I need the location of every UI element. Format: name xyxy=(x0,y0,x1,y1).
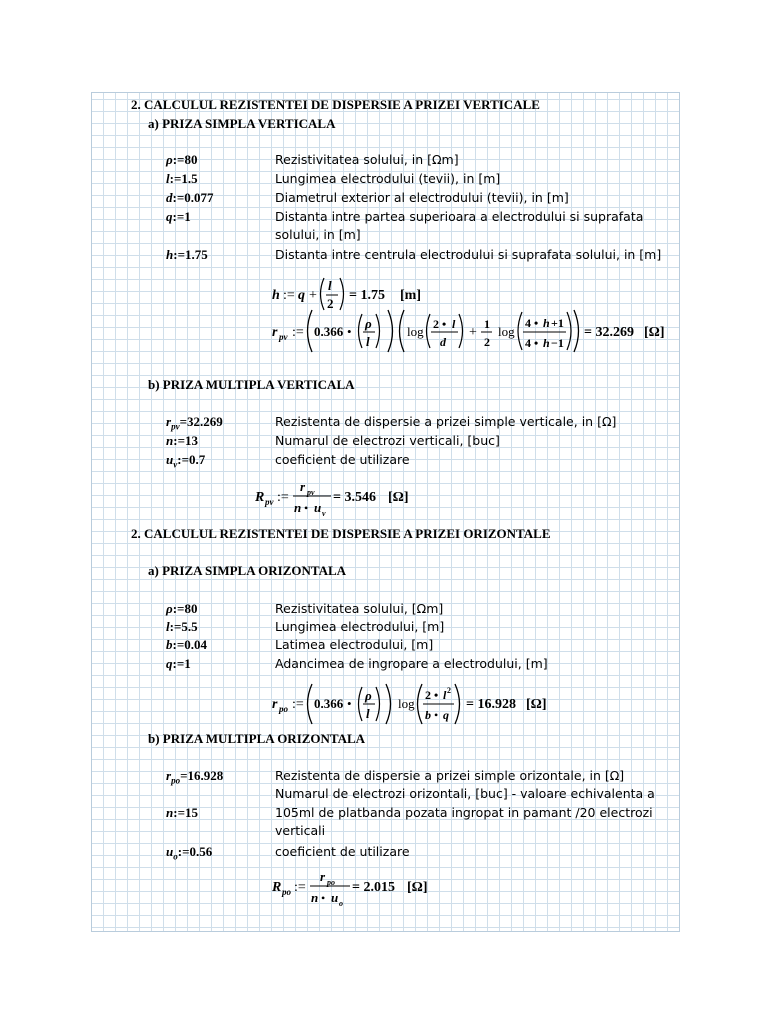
var-desc: Numarul de electrozi orizontali, [buc] - valoare echivalenta a xyxy=(275,786,655,801)
var-value: 0.7 xyxy=(188,452,206,467)
svg-text:•: • xyxy=(321,891,326,905)
var-desc: Rezistenta de dispersie a prizei simple orizontale, in [Ω] xyxy=(275,768,625,783)
svg-text::=: := xyxy=(292,325,304,340)
svg-text:ρ: ρ xyxy=(365,688,372,703)
var-name: n xyxy=(166,805,174,820)
var-value: 80 xyxy=(184,601,198,616)
var-subscript: po xyxy=(171,775,181,786)
var-name: r xyxy=(166,768,172,783)
rpv-formula[interactable] xyxy=(272,306,672,360)
svg-text:•: • xyxy=(304,501,309,515)
rpo-unit: [Ω] xyxy=(526,697,547,712)
svg-text:log: log xyxy=(407,324,424,339)
svg-text:q: q xyxy=(298,288,305,303)
var-desc-cont: solului, in [m] xyxy=(275,227,361,242)
rpv-result: = 32.269 xyxy=(584,325,634,340)
var-name: q xyxy=(166,656,173,671)
var-desc: coeficient de utilizare xyxy=(275,452,410,467)
svg-text:r: r xyxy=(272,697,278,712)
svg-text:r: r xyxy=(300,479,306,494)
svg-text:h: h xyxy=(543,336,550,350)
var-desc: Distanta intre centrula electrodului si suprafata solului, in [m] xyxy=(275,247,662,262)
var-name: ρ xyxy=(166,601,173,616)
var-q-1[interactable]: q:=1 xyxy=(166,209,191,224)
var-n-2[interactable]: n:=15 xyxy=(166,805,198,820)
svg-text:ρ: ρ xyxy=(365,316,372,331)
var-value: 80 xyxy=(184,152,198,167)
var-uv-1[interactable]: $u_v:=0.7$ xyxy=(166,452,206,470)
var-rpv-1[interactable]: $r_{pv}=32.269$ xyxy=(166,414,223,432)
var-desc: Lungimea electrodului, [m] xyxy=(275,619,445,634)
var-name: l xyxy=(166,619,170,634)
svg-text:n: n xyxy=(311,890,319,905)
svg-text:R: R xyxy=(255,490,265,505)
var-rpo-2[interactable]: $r_{po}=16.928$ xyxy=(166,768,224,786)
var-b-2[interactable]: b:=0.04 xyxy=(166,637,207,652)
var-desc: Numarul de electrozi verticali, [buc] xyxy=(275,433,500,448)
var-name: q xyxy=(166,209,173,224)
var-value: 13 xyxy=(184,433,198,448)
svg-text:1: 1 xyxy=(484,317,490,331)
var-value: 5.5 xyxy=(181,619,198,634)
svg-text:po: po xyxy=(282,887,291,897)
svg-text:log: log xyxy=(398,696,415,711)
var-desc: Rezistenta de dispersie a prizei simple verticale, in [Ω] xyxy=(275,414,617,429)
svg-text:r: r xyxy=(320,869,326,884)
svg-text:•: • xyxy=(347,696,352,711)
var-desc: Adancimea de ingropare a electrodului, [m] xyxy=(275,656,548,671)
svg-text:b: b xyxy=(425,708,431,722)
section2-title: 2. CALCULUL REZISTENTEI DE DISPERSIE A PRIZEI ORIZONTALE xyxy=(131,526,551,541)
svg-text:+: + xyxy=(469,325,477,340)
svg-text:4 •: 4 • xyxy=(525,336,539,350)
svg-text:+: + xyxy=(309,288,317,303)
svg-text:l: l xyxy=(366,706,370,721)
var-name: r xyxy=(166,414,172,429)
svg-text:2: 2 xyxy=(484,335,490,349)
rpo-formula[interactable] xyxy=(272,680,572,734)
svg-text:u: u xyxy=(331,890,339,905)
var-l-1[interactable]: l:=1.5 xyxy=(166,171,198,186)
var-name: u xyxy=(166,844,174,859)
svg-text:u: u xyxy=(314,500,322,515)
svg-text:R: R xyxy=(272,880,282,895)
h-formula-result: = 1.75 xyxy=(349,288,385,303)
svg-text:v: v xyxy=(322,509,326,518)
Rpv-unit: [Ω] xyxy=(388,490,409,505)
var-desc: Rezistivitatea solului, in [Ωm] xyxy=(275,152,459,167)
var-value: 16.928 xyxy=(187,768,224,783)
var-desc: Distanta intre partea superioara a electrodului si suprafata xyxy=(275,209,644,224)
h-formula-lhs: h xyxy=(272,288,280,303)
svg-text:l: l xyxy=(328,278,332,293)
var-name: ρ xyxy=(166,152,173,167)
svg-text:pv: pv xyxy=(307,488,315,497)
svg-text:log: log xyxy=(498,324,515,339)
svg-text:q: q xyxy=(443,708,449,722)
var-subscript: o xyxy=(173,851,178,862)
svg-text:l: l xyxy=(366,334,370,349)
var-value: 1 xyxy=(184,209,191,224)
svg-text:d: d xyxy=(440,335,446,349)
var-n-1[interactable]: n:=13 xyxy=(166,433,198,448)
var-subscript: v xyxy=(173,459,178,470)
var-value: 15 xyxy=(184,805,198,820)
svg-text:r: r xyxy=(272,325,278,340)
svg-text::=: := xyxy=(277,490,289,505)
var-value: 0.04 xyxy=(184,637,207,652)
rpo-result: = 16.928 xyxy=(466,697,516,712)
svg-text:l: l xyxy=(452,317,456,331)
var-d-1[interactable]: d:=0.077 xyxy=(166,190,214,205)
section1-title: 2. CALCULUL REZISTENTEI DE DISPERSIE A PRIZEI VERTICALE xyxy=(131,97,540,112)
section2-subtitle-a: a) PRIZA SIMPLA ORIZONTALA xyxy=(148,563,347,578)
svg-text:l: l xyxy=(443,688,447,702)
var-name: u xyxy=(166,452,174,467)
rpv-unit: [Ω] xyxy=(644,325,665,340)
var-rho-1[interactable]: ρ:=80 xyxy=(166,152,198,167)
var-name: b xyxy=(166,637,173,652)
Rpo-unit: [Ω] xyxy=(407,880,428,895)
svg-text:pv: pv xyxy=(279,332,288,342)
var-value: 1 xyxy=(184,656,191,671)
svg-text:−1: −1 xyxy=(551,336,564,350)
var-desc: Diametrul exterior al electrodului (tevii), in [m] xyxy=(275,190,569,205)
section1-subtitle-a: a) PRIZA SIMPLA VERTICALA xyxy=(148,116,336,131)
Rpv-formula[interactable] xyxy=(255,474,455,524)
svg-text:pv: pv xyxy=(265,497,274,507)
var-value: 1.5 xyxy=(181,171,198,186)
var-name: h xyxy=(166,247,174,262)
Rpo-formula[interactable] xyxy=(272,864,472,914)
svg-text:2: 2 xyxy=(447,686,451,695)
var-h-1[interactable]: h:=1.75 xyxy=(166,247,208,262)
var-l-2[interactable]: l:=5.5 xyxy=(166,619,198,634)
svg-text:n: n xyxy=(294,500,302,515)
var-value: 0.56 xyxy=(189,844,213,859)
var-rho-2[interactable]: ρ:=80 xyxy=(166,601,198,616)
svg-text:•: • xyxy=(347,324,352,339)
svg-text:2 •: 2 • xyxy=(425,688,439,702)
var-q-2[interactable]: q:=1 xyxy=(166,656,191,671)
svg-text::=: := xyxy=(283,288,295,303)
var-name: d xyxy=(166,190,173,205)
svg-text:2 •: 2 • xyxy=(433,317,447,331)
var-value: 1.75 xyxy=(184,247,208,262)
var-name: l xyxy=(166,171,170,186)
var-desc: Latimea electrodului, [m] xyxy=(275,637,434,652)
var-value: 32.269 xyxy=(186,414,223,429)
h-formula-unit: [m] xyxy=(400,288,421,303)
section2-subtitle-b: b) PRIZA MULTIPLA ORIZONTALA xyxy=(148,731,366,746)
svg-text:2: 2 xyxy=(327,296,334,311)
svg-text::=: := xyxy=(292,697,304,712)
var-desc-cont: verticali xyxy=(275,823,326,838)
svg-text:po: po xyxy=(279,704,288,714)
var-value: 0.077 xyxy=(184,190,214,205)
svg-text:•: • xyxy=(434,708,439,722)
svg-text:4 •: 4 • xyxy=(525,316,539,330)
Rpv-result: = 3.546 xyxy=(333,490,376,505)
svg-text::=: := xyxy=(294,880,306,895)
svg-text:po: po xyxy=(327,878,335,887)
section1-subtitle-b: b) PRIZA MULTIPLA VERTICALA xyxy=(148,377,355,392)
var-subscript: pv xyxy=(171,421,180,432)
var-name: n xyxy=(166,433,174,448)
svg-text:h: h xyxy=(543,316,550,330)
rpv-coef: 0.366 xyxy=(314,324,344,339)
var-desc-cont: 105ml de platbanda pozata ingropat in pamant /20 electrozi xyxy=(275,805,653,820)
var-desc: Lungimea electrodului (tevii), in [m] xyxy=(275,171,501,186)
var-uo-2[interactable]: $u_o:=0.56$ xyxy=(166,844,213,862)
rpo-coef: 0.366 xyxy=(314,696,344,711)
svg-text:+1: +1 xyxy=(551,316,564,330)
Rpo-result: = 2.015 xyxy=(352,880,395,895)
svg-text:o: o xyxy=(339,899,343,908)
var-desc: Rezistivitatea solului, [Ωm] xyxy=(275,601,444,616)
var-desc: coeficient de utilizare xyxy=(275,844,410,859)
